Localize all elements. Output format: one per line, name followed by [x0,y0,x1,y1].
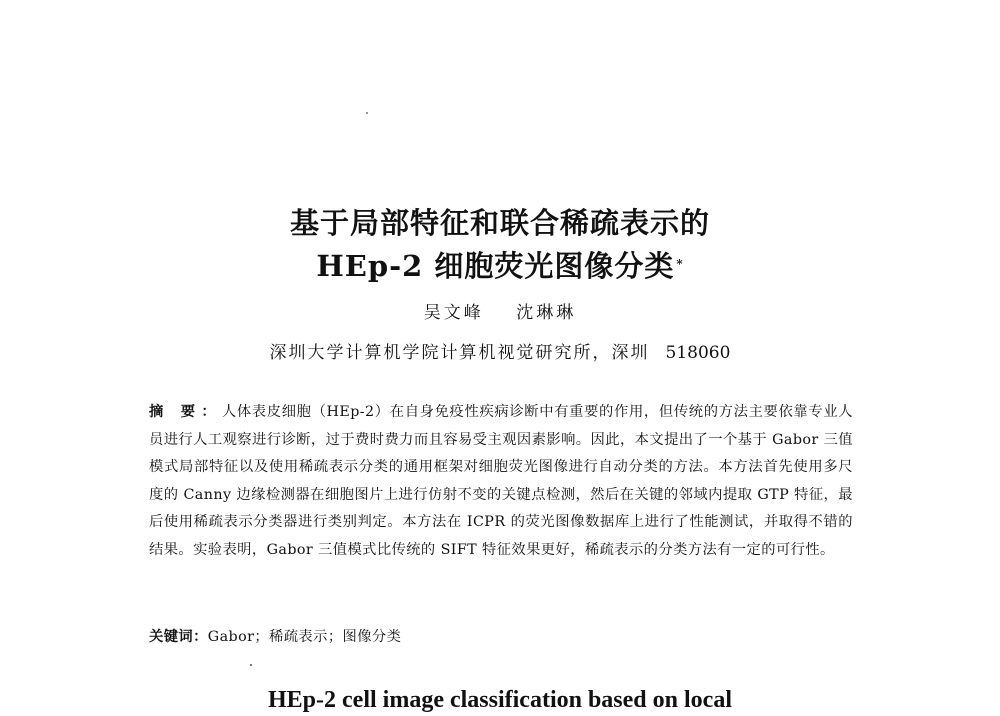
author-list [0,300,1000,326]
title-line-1-text: 基于局部特征和联合稀疏表示的 [289,206,710,240]
english-title-line-1 [0,684,1000,716]
author-name: 沈琳琳 [516,303,577,323]
abstract-paragraph [149,399,853,565]
author-name: 吴文峰 [423,303,484,323]
paper-title-line-1 [0,203,1000,243]
keywords-text: Gabor；稀疏表示；图像分类 [207,629,402,645]
title-footnote-mark: * [676,257,684,271]
scan-speck [250,664,252,666]
abstract-label: 摘 要： [149,404,222,420]
affiliation [0,340,1000,366]
keywords-line [149,624,853,652]
paper-title-line-2 [0,246,1000,286]
affiliation-postcode: 518060 [665,343,731,363]
scan-speck [366,112,368,114]
affiliation-text: 深圳大学计算机学院计算机视觉研究所，深圳 [269,343,650,363]
title-line-2-text: HEp-2 细胞荧光图像分类 [316,249,675,283]
keywords-label: 关键词： [149,629,208,645]
abstract-text: 人体表皮细胞（HEp-2）在自身免疫性疾病诊断中有重要的作用，但传统的方法主要依靠专业人员进行人工观察进行诊断，过于费时费力而且容易受主观因素影响。因此，本文提出了一个基于 Gabor 三值模式局部特征以及使用稀疏表示分类的通用框架对细胞荧光图像进行自动分类的方法。本方法首先使用多尺度的 Canny 边缘检测器在细胞图片上进行仿射不变的关键点检测，然后在关键的邻域内提取 GTP 特征，最后使用稀疏表示分类器进行类别判定。本方法在 ICPR 的荧光图像数据库上进行了性能测试，并取得不错的结果。实验表明，Gabor 三值模式比传统的 SIFT 特征效果更好，稀疏表示的分类方法有一定的可行性。 [149,404,853,558]
english-title-text: HEp-2 cell image classification based on local [268,687,732,713]
